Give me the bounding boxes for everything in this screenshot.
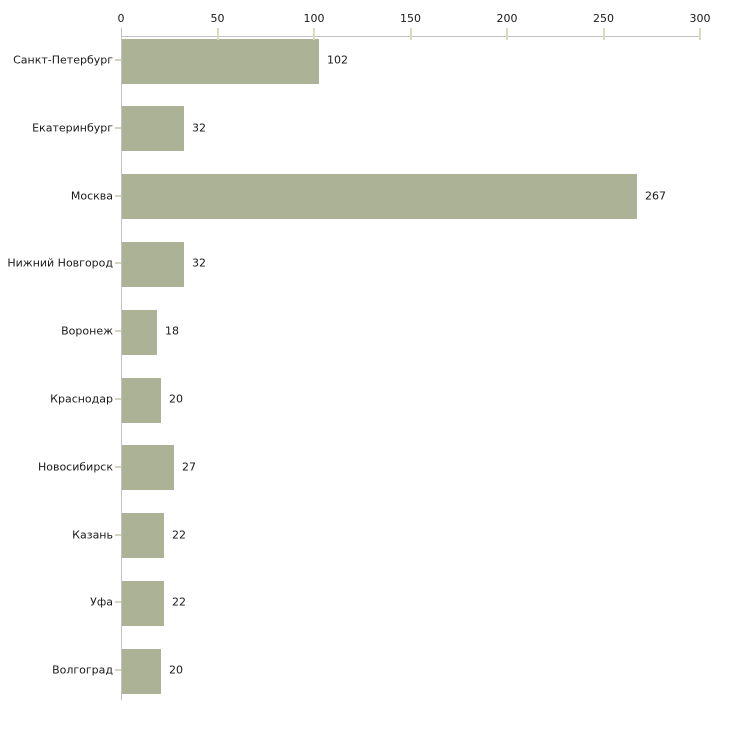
bar [122, 174, 637, 219]
x-tick-label: 150 [400, 12, 421, 25]
category-label: Нижний Новгород [7, 256, 113, 270]
category-label: Волгоград [52, 663, 113, 677]
x-tick-label: 100 [303, 12, 325, 25]
value-label: 267 [645, 189, 666, 203]
x-tick-label: 0 [117, 12, 125, 25]
x-tick-label: 300 [689, 12, 711, 25]
category-label: Уфа [90, 595, 113, 609]
value-label: 22 [172, 528, 186, 542]
category-tick-mark [115, 398, 121, 400]
category-tick-mark [115, 534, 121, 536]
category-tick-mark [115, 669, 121, 671]
category-label: Новосибирск [37, 460, 113, 474]
value-label: 27 [182, 460, 196, 474]
x-tick-mark [313, 28, 315, 40]
category-tick-mark [115, 330, 121, 332]
category-tick-mark [115, 59, 121, 61]
bar [122, 649, 161, 694]
category-label: Казань [72, 528, 113, 542]
x-tick-label: 50 [210, 12, 225, 25]
value-label: 32 [192, 121, 206, 135]
x-tick-mark [699, 28, 701, 40]
x-tick-mark [410, 28, 412, 40]
bar [122, 513, 164, 558]
bar [122, 242, 184, 287]
category-tick-mark [115, 127, 121, 129]
value-label: 22 [172, 595, 186, 609]
x-tick-mark [217, 28, 219, 40]
value-label: 32 [192, 256, 206, 270]
category-label: Москва [70, 189, 113, 203]
x-tick-label: 250 [593, 12, 614, 25]
value-label: 18 [165, 324, 179, 338]
category-tick-mark [115, 601, 121, 603]
bar [122, 581, 164, 626]
bar [122, 310, 157, 355]
category-label: Санкт-Петербург [13, 53, 113, 67]
category-label: Краснодар [50, 392, 113, 406]
x-tick-label: 200 [496, 12, 518, 25]
category-tick-mark [115, 466, 121, 468]
category-tick-mark [115, 195, 121, 197]
category-tick-mark [115, 262, 121, 264]
value-label: 102 [327, 53, 348, 67]
bar [122, 106, 184, 151]
x-tick-mark [506, 28, 508, 40]
bar [122, 378, 161, 423]
category-label: Воронеж [61, 324, 113, 338]
category-label: Екатеринбург [32, 121, 113, 135]
bar [122, 39, 319, 84]
value-label: 20 [169, 663, 183, 677]
x-tick-mark [603, 28, 605, 40]
value-label: 20 [169, 392, 183, 406]
bar [122, 445, 174, 490]
